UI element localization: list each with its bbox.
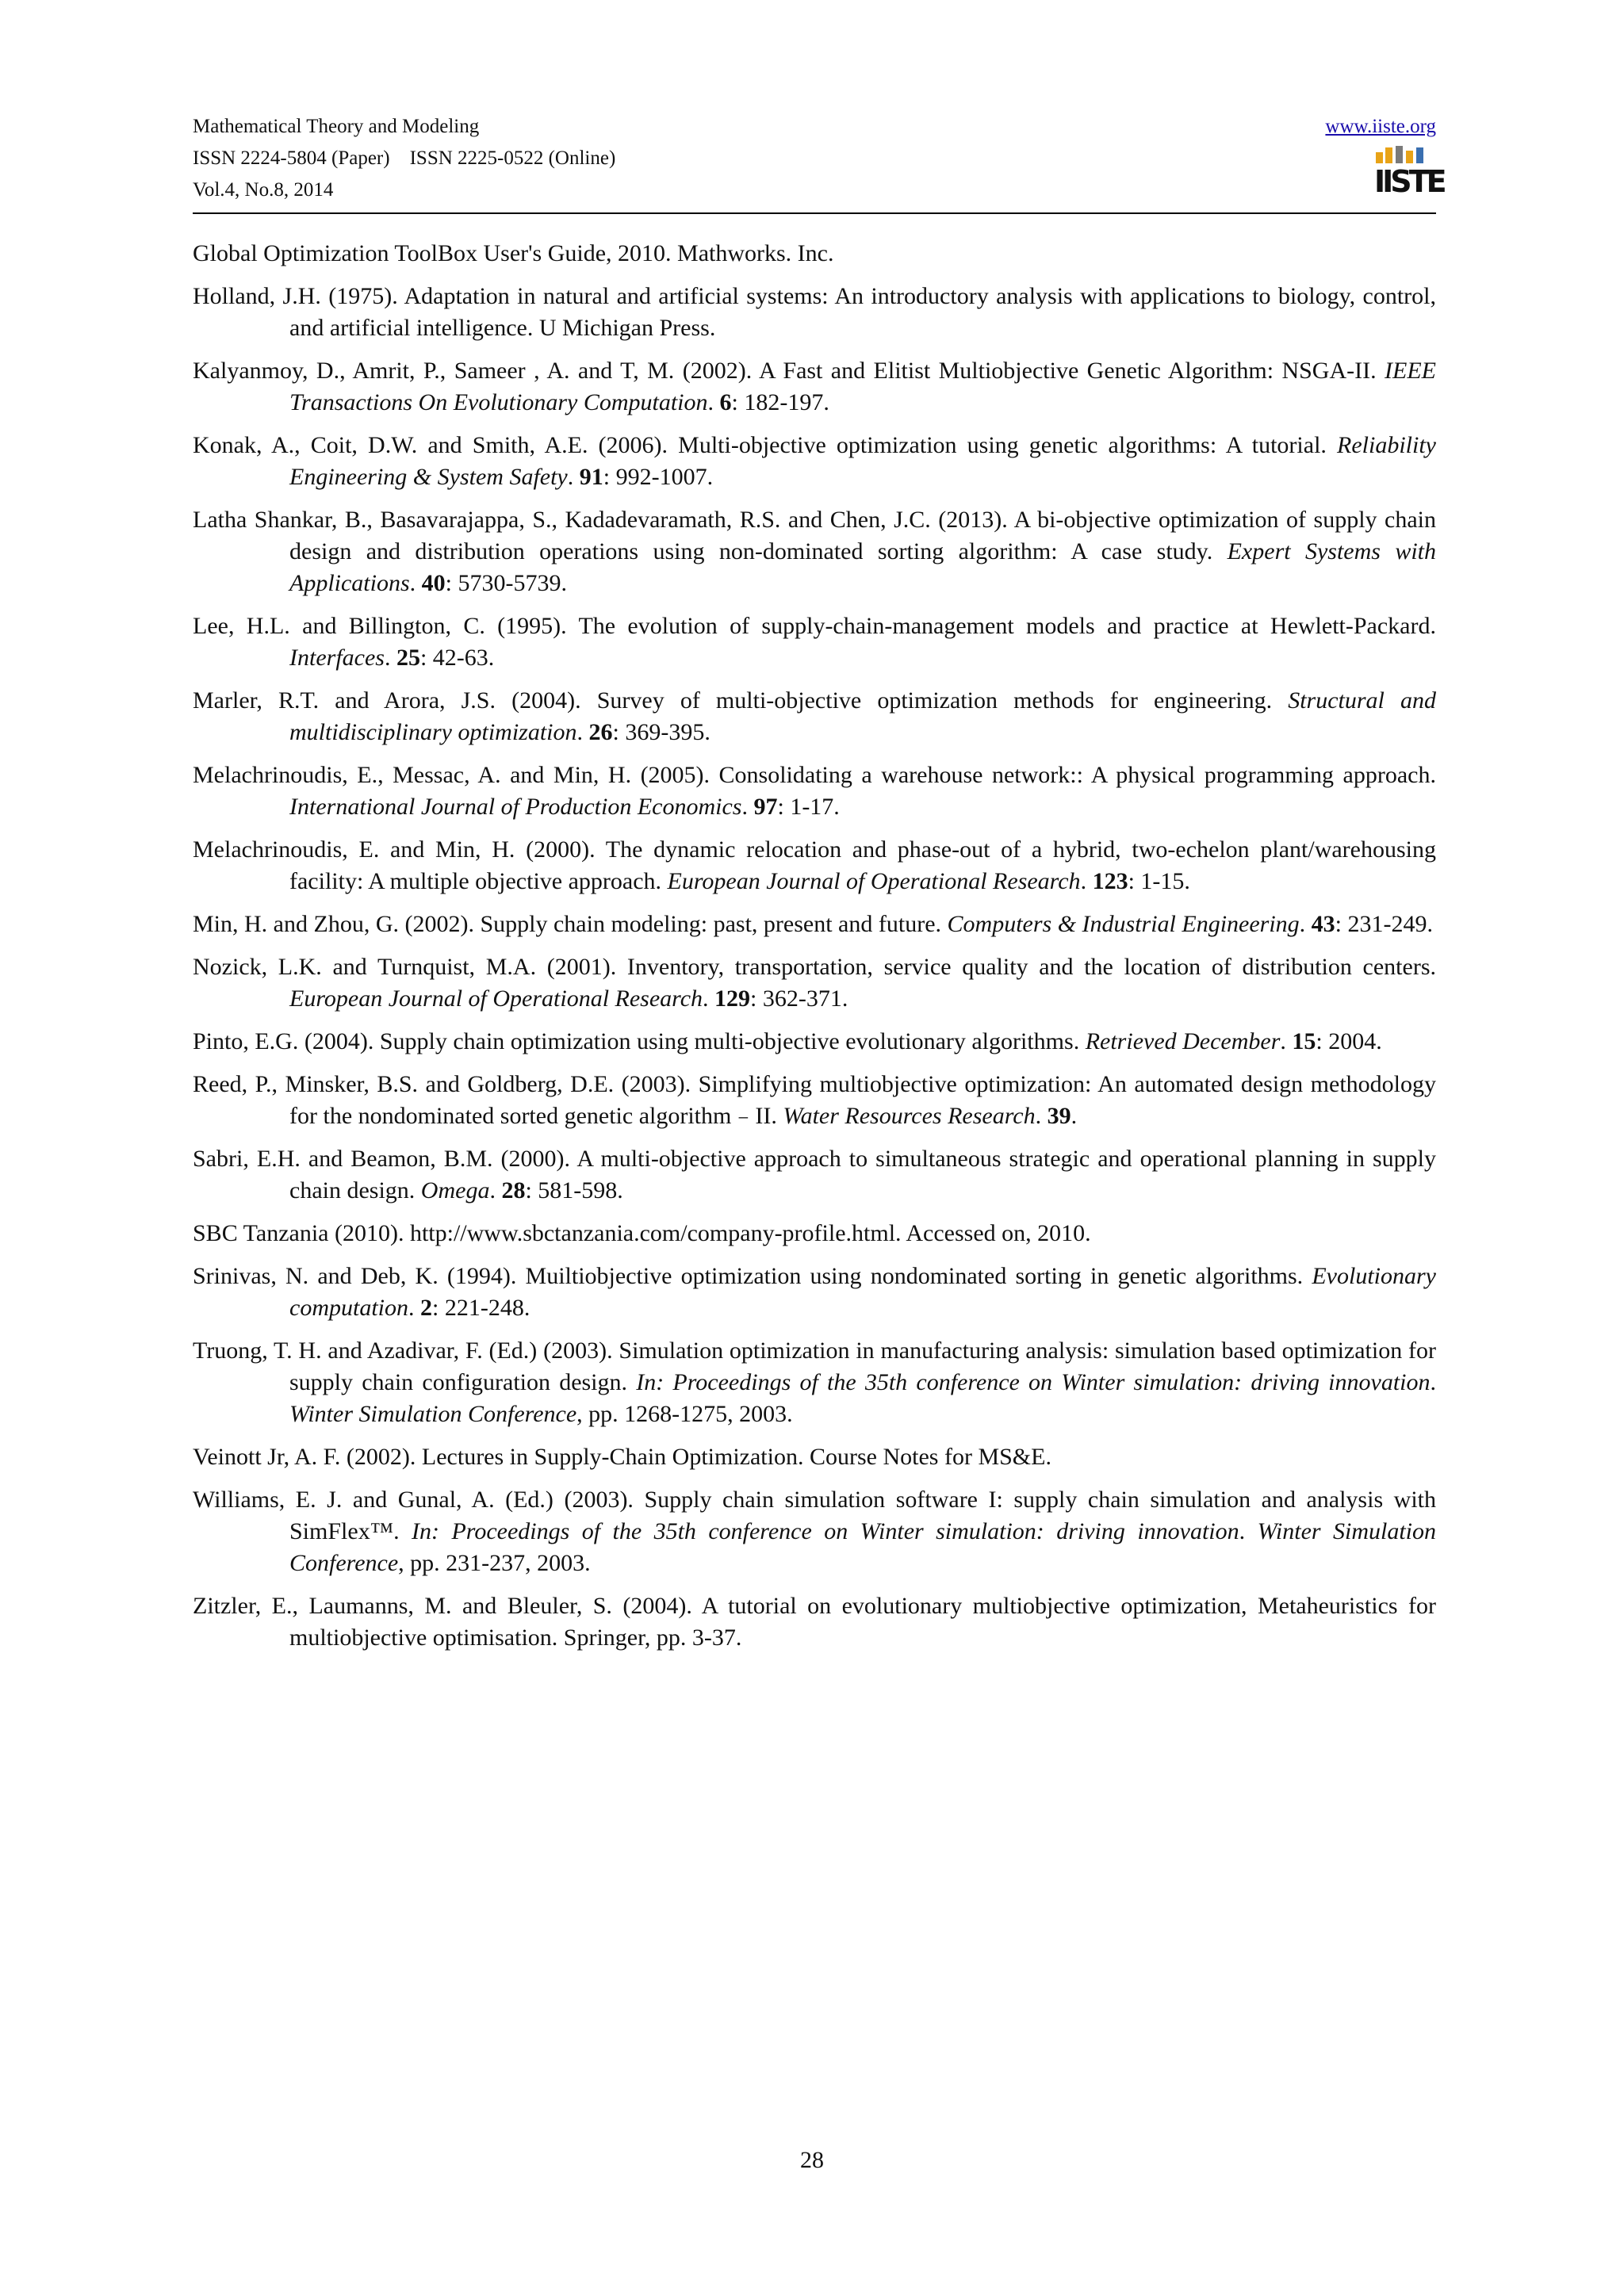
website-link[interactable]: www.iiste.org bbox=[1325, 116, 1436, 137]
reference-text: , pp. 1268-1275, 2003. bbox=[576, 1401, 793, 1427]
reference-italic: European Journal of Operational Research bbox=[667, 868, 1081, 894]
reference-italic: Evolutionary computation bbox=[289, 1263, 1436, 1321]
reference-italic: Omega bbox=[420, 1177, 490, 1203]
reference-entry bbox=[193, 834, 1436, 897]
reference-text: . bbox=[567, 464, 580, 490]
reference-text: . bbox=[707, 389, 720, 415]
reference-text: Nozick, L.K. and Turnquist, M.A. (2001). Inventory, transportation, service quality and the location of distribution centers. bbox=[193, 954, 1436, 980]
reference-volume: 6 bbox=[719, 389, 732, 415]
reference-text: Zitzler, E., Laumanns, M. and Bleuler, S. (2004). A tutorial on evolutionary multiobjective optimization, Metaheuristics for multiobjective optimisation. Springer, pp. 3-37. bbox=[193, 1593, 1436, 1651]
reference-text: : 369-395. bbox=[612, 719, 710, 745]
reference-entry bbox=[193, 1335, 1436, 1430]
reference-text: . bbox=[1071, 1103, 1078, 1129]
reference-italic: Reliability Engineering & System Safety bbox=[289, 432, 1436, 490]
reference-volume: 39 bbox=[1047, 1103, 1071, 1129]
reference-text: . bbox=[384, 645, 396, 671]
reference-entry bbox=[193, 760, 1436, 823]
reference-text: . bbox=[1035, 1103, 1048, 1129]
logo-bars bbox=[1374, 146, 1425, 163]
reference-text: . bbox=[1239, 1518, 1258, 1544]
journal-issn: ISSN 2224-5804 (Paper) ISSN 2225-0522 (Online) bbox=[193, 147, 616, 169]
reference-italic: In: Proceedings of the 35th conference on Winter simulation: driving innovation bbox=[636, 1369, 1431, 1395]
reference-italic: Retrieved December bbox=[1085, 1028, 1281, 1054]
reference-text: Truong, T. H. and Azadivar, F. (Ed.) (2003). Simulation optimization in manufacturing analysis: simulation based optimization for supply chain configuration design. bbox=[193, 1337, 1436, 1395]
logo-bar bbox=[1406, 151, 1413, 163]
reference-text: . bbox=[703, 985, 715, 1012]
reference-text: : 231-249. bbox=[1335, 911, 1433, 937]
journal-title: Mathematical Theory and Modeling bbox=[193, 116, 480, 137]
reference-volume: 25 bbox=[396, 645, 420, 671]
reference-entry bbox=[193, 1026, 1436, 1058]
reference-text: Srinivas, N. and Deb, K. (1994). Muiltiobjective optimization using nondominated sorting in genetic algorithms. bbox=[193, 1263, 1312, 1289]
reference-entry bbox=[193, 1441, 1436, 1473]
reference-entry bbox=[193, 685, 1436, 748]
reference-text: : 221-248. bbox=[432, 1295, 530, 1321]
reference-text: : 1-17. bbox=[777, 794, 840, 820]
logo-wordmark: IISTE bbox=[1374, 164, 1444, 199]
reference-entry bbox=[193, 1069, 1436, 1132]
reference-italic: Winter Simulation Conference bbox=[289, 1401, 577, 1427]
reference-volume: 43 bbox=[1311, 911, 1335, 937]
reference-entry bbox=[193, 909, 1436, 940]
reference-text: : 182-197. bbox=[731, 389, 829, 415]
reference-italic: Expert Systems with Applications bbox=[289, 538, 1436, 596]
reference-text: : 5730-5739. bbox=[445, 570, 567, 596]
reference-text: Konak, A., Coit, D.W. and Smith, A.E. (2006). Multi-objective optimization using genetic algorithms: A tutorial. bbox=[193, 432, 1338, 458]
reference-volume: 2 bbox=[420, 1295, 432, 1321]
reference-text: , pp. 231-237, 2003. bbox=[398, 1550, 591, 1576]
reference-entry bbox=[193, 1143, 1436, 1207]
reference-italic: Structural and multidisciplinary optimization bbox=[289, 687, 1437, 745]
reference-volume: 28 bbox=[501, 1177, 526, 1203]
reference-entry bbox=[193, 504, 1436, 599]
reference-text: Global Optimization ToolBox User's Guide, 2010. Mathworks. Inc. bbox=[193, 240, 834, 266]
reference-italic: Interfaces bbox=[289, 645, 385, 671]
logo-bar bbox=[1416, 147, 1423, 163]
reference-italic: Computers & Industrial Engineering bbox=[947, 911, 1300, 937]
reference-text: . bbox=[489, 1177, 502, 1203]
reference-text: : 581-598. bbox=[525, 1177, 623, 1203]
reference-volume: 26 bbox=[588, 719, 613, 745]
reference-entry bbox=[193, 951, 1436, 1015]
reference-text: Sabri, E.H. and Beamon, B.M. (2000). A multi-objective approach to simultaneous strategic and operational planning in supply chain design. bbox=[193, 1146, 1436, 1203]
reference-entry bbox=[193, 430, 1436, 493]
reference-entry bbox=[193, 1590, 1436, 1654]
reference-text: . bbox=[1299, 911, 1312, 937]
reference-entry bbox=[193, 238, 1436, 270]
reference-italic: Winter Simulation Conference bbox=[289, 1518, 1437, 1576]
reference-italic: European Journal of Operational Research bbox=[289, 985, 703, 1012]
reference-text: SBC Tanzania (2010). http://www.sbctanzania.com/company-profile.html. Accessed on, 2010. bbox=[193, 1220, 1091, 1246]
reference-text: . bbox=[409, 570, 422, 596]
reference-text: Lee, H.L. and Billington, C. (1995). The evolution of supply-chain-management models and practice at Hewlett-Packard. bbox=[193, 613, 1436, 639]
page-header bbox=[193, 111, 1444, 214]
reference-text: Reed, P., Minsker, B.S. and Goldberg, D.E. (2003). Simplifying multiobjective optimization: An automated design methodology for the nondominated sorted genetic algorithm﹣II. bbox=[193, 1071, 1436, 1129]
page-number: 28 bbox=[800, 2147, 824, 2173]
logo-bar bbox=[1376, 152, 1383, 163]
reference-italic: Water Resources Research bbox=[783, 1103, 1036, 1129]
reference-text: Holland, J.H. (1975). Adaptation in natural and artificial systems: An introductory analysis with applications to biology, control, and artificial intelligence. U Michigan Press. bbox=[193, 283, 1436, 341]
reference-volume: 123 bbox=[1092, 868, 1128, 894]
reference-text: Melachrinoudis, E. and Min, H. (2000). The dynamic relocation and phase-out of a hybrid, two-echelon plant/warehousing facility: A multiple objective approach. bbox=[193, 836, 1436, 894]
reference-entry bbox=[193, 610, 1436, 674]
reference-volume: 15 bbox=[1292, 1028, 1316, 1054]
reference-entry bbox=[193, 1261, 1436, 1324]
journal-volume: Vol.4, No.8, 2014 bbox=[193, 179, 334, 201]
reference-text: . bbox=[741, 794, 754, 820]
reference-entry bbox=[193, 1218, 1436, 1249]
reference-volume: 97 bbox=[753, 794, 778, 820]
logo-bar bbox=[1385, 147, 1392, 163]
reference-italic: International Journal of Production Economics bbox=[289, 794, 742, 820]
reference-italic: IEEE Transactions On Evolutionary Computation bbox=[289, 358, 1436, 415]
reference-entry bbox=[193, 281, 1436, 344]
reference-text: Williams, E. J. and Gunal, A. (Ed.) (2003). Supply chain simulation software I: supply chain simulation and analysis with SimFlex™. bbox=[193, 1487, 1436, 1544]
reference-text: Melachrinoudis, E., Messac, A. and Min, H. (2005). Consolidating a warehouse network:: A physical programming approach. bbox=[193, 762, 1436, 788]
reference-text: Min, H. and Zhou, G. (2002). Supply chain modeling: past, present and future. bbox=[193, 911, 948, 937]
reference-list bbox=[193, 238, 1436, 1665]
journal-info bbox=[193, 111, 615, 206]
reference-text: Pinto, E.G. (2004). Supply chain optimization using multi-objective evolutionary algorithms. bbox=[193, 1028, 1086, 1054]
reference-text: : 362-371. bbox=[750, 985, 848, 1012]
reference-text: : 1-15. bbox=[1128, 868, 1190, 894]
reference-text: Veinott Jr, A. F. (2002). Lectures in Supply-Chain Optimization. Course Notes for MS&E. bbox=[193, 1444, 1051, 1470]
reference-text: . bbox=[408, 1295, 420, 1321]
reference-text: . bbox=[1430, 1369, 1437, 1395]
reference-volume: 91 bbox=[579, 464, 603, 490]
reference-volume: 40 bbox=[421, 570, 446, 596]
reference-text: . bbox=[576, 719, 589, 745]
reference-text: Marler, R.T. and Arora, J.S. (2004). Survey of multi-objective optimization methods for engineering. bbox=[193, 687, 1289, 714]
reference-entry bbox=[193, 355, 1436, 419]
reference-italic: In: Proceedings of the 35th conference on Winter simulation: driving innovation bbox=[412, 1518, 1239, 1544]
reference-text: Kalyanmoy, D., Amrit, P., Sameer , A. and T, M. (2002). A Fast and Elitist Multiobjective Genetic Algorithm: NSGA-II. bbox=[193, 358, 1385, 384]
reference-entry bbox=[193, 1484, 1436, 1579]
reference-text: Latha Shankar, B., Basavarajappa, S., Kadadevaramath, R.S. and Chen, J.C. (2013). A bi-objective optimization of supply chain design and distribution operations using non-dominated sorting algorithm: A case study. bbox=[193, 507, 1436, 564]
reference-volume: 129 bbox=[714, 985, 751, 1012]
iiste-logo bbox=[1374, 146, 1444, 205]
reference-text: : 2004. bbox=[1316, 1028, 1382, 1054]
reference-text: : 992-1007. bbox=[603, 464, 714, 490]
reference-text: : 42-63. bbox=[419, 645, 495, 671]
logo-bar bbox=[1396, 146, 1403, 163]
reference-text: . bbox=[1280, 1028, 1293, 1054]
reference-text: . bbox=[1080, 868, 1093, 894]
